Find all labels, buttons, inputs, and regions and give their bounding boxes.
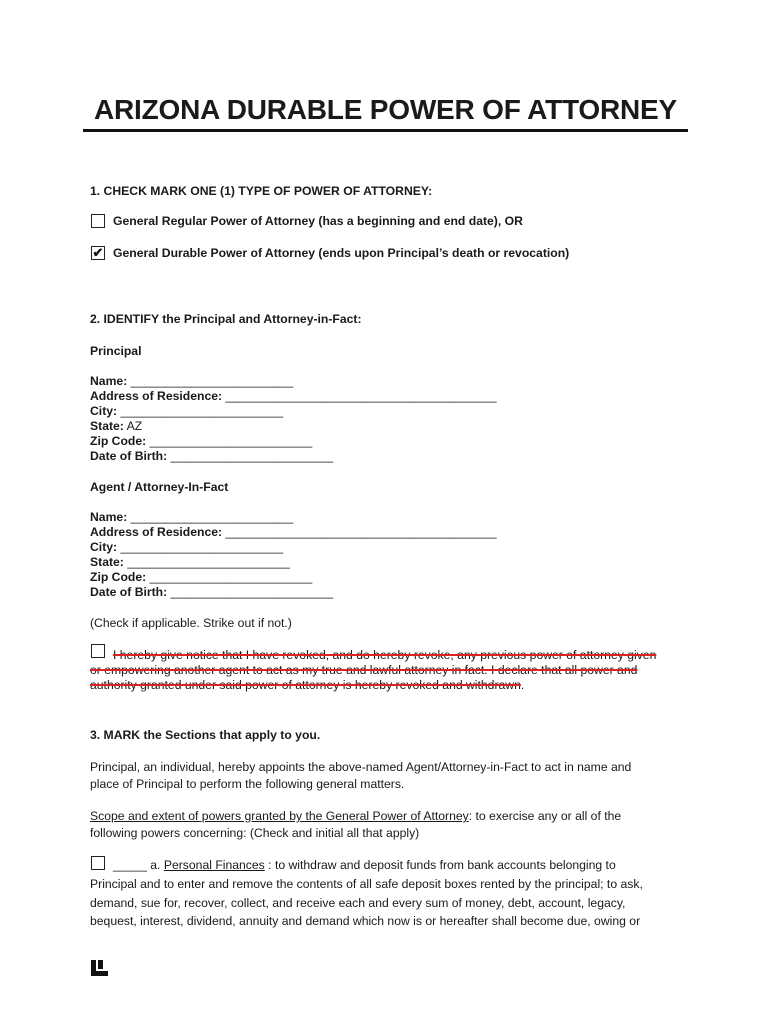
revocation-line-1 — [113, 648, 656, 663]
principal-city-field[interactable] — [90, 404, 283, 419]
personal-finances-title: Personal Finances — [163, 858, 265, 872]
field-value: ________________________ — [167, 449, 334, 463]
field-label: City: — [90, 404, 118, 418]
field-label: Zip Code: — [90, 434, 147, 448]
field-label: Zip Code: — [90, 570, 147, 584]
intro-line-1: Principal, an individual, hereby appoints the above-named Agent/Attorney-in-Fact to act in name and — [90, 760, 632, 774]
intro-line-2: place of Principal to perform the following general matters. — [90, 777, 405, 791]
revocation-line-2 — [90, 663, 637, 678]
principal-heading: Principal — [90, 344, 142, 358]
title-underline — [83, 129, 688, 132]
initial-blank[interactable]: _____ — [113, 858, 147, 872]
field-label: State: — [90, 555, 124, 569]
field-label: Name: — [90, 510, 128, 524]
personal-finances-line-4: bequest, interest, dividend, annuity and demand which now is or hereafter shall become due, owing or — [90, 914, 641, 928]
scope-heading-link: Scope and extent of powers granted by the General Power of Attorney — [90, 809, 469, 823]
field-label: Address of Residence: — [90, 525, 223, 539]
document-title: ARIZONA DURABLE POWER OF ATTORNEY — [94, 94, 677, 125]
revocation-period: . — [520, 678, 525, 692]
field-label: Date of Birth: — [90, 449, 168, 463]
scope-line-1 — [90, 809, 621, 824]
field-value: ________________________ — [127, 374, 294, 388]
regular-poa-label: General Regular Power of Attorney (has a beginning and end date), OR — [113, 214, 523, 228]
item-letter: a. — [146, 858, 164, 872]
agent-address-field[interactable] — [90, 525, 497, 540]
field-value: ________________________ — [123, 555, 290, 569]
section3-heading: 3. MARK the Sections that apply to you. — [90, 728, 321, 742]
field-value: ________________________ — [167, 585, 334, 599]
personal-finances-line-3: demand, sue for, recover, collect, and receive each and every sum of money, debt, account, legacy, — [90, 896, 626, 910]
field-value: ________________________ — [146, 434, 313, 448]
agent-heading: Agent / Attorney-In-Fact — [90, 480, 229, 494]
agent-dob-field[interactable] — [90, 585, 333, 600]
field-value: ________________________ — [117, 540, 284, 554]
principal-state-field[interactable] — [90, 419, 142, 434]
field-label: Name: — [90, 374, 128, 388]
field-label: Address of Residence: — [90, 389, 223, 403]
field-value: ________________________ — [146, 570, 313, 584]
field-value: ________________________ — [127, 510, 294, 524]
personal-finances-line-2: Principal and to enter and remove the contents of all safe deposit boxes rented by the principal; to ask, — [90, 877, 643, 891]
agent-name-field[interactable] — [90, 510, 293, 525]
field-value: ________________________ — [117, 404, 284, 418]
durable-poa-label: General Durable Power of Attorney (ends upon Principal’s death or revocation) — [113, 246, 570, 260]
regular-poa-checkbox[interactable] — [91, 214, 105, 228]
field-value: ________________________________________ — [222, 525, 497, 539]
revocation-text: I hereby give notice that I have revoked, and do hereby revoke, any previous power of attorney given — [113, 648, 657, 662]
revocation-text: authority granted under said power of attorney is hereby revoked and withdrawn — [90, 678, 521, 692]
agent-zip-field[interactable] — [90, 570, 312, 585]
section2-heading: 2. IDENTIFY the Principal and Attorney-in-Fact: — [90, 312, 362, 326]
revocation-line-3 — [90, 678, 524, 693]
field-label: City: — [90, 540, 118, 554]
section1-heading: 1. CHECK MARK ONE (1) TYPE OF POWER OF ATTORNEY: — [90, 184, 433, 198]
personal-finances-line-1 — [113, 858, 616, 873]
check-applicable-note: (Check if applicable. Strike out if not.) — [90, 616, 292, 630]
revocation-text: or empowering another agent to act as my true and lawful attorney in fact. I declare that all power and — [90, 663, 638, 677]
agent-state-field[interactable] — [90, 555, 290, 570]
scope-line-2: following powers concerning: (Check and initial all that apply) — [90, 826, 420, 840]
durable-poa-checkbox[interactable]: ✔ — [92, 245, 104, 260]
principal-zip-field[interactable] — [90, 434, 312, 449]
agent-city-field[interactable] — [90, 540, 283, 555]
field-value: ________________________________________ — [222, 389, 497, 403]
scope-text: : to exercise any or all of the — [468, 809, 622, 823]
personal-finances-checkbox[interactable] — [91, 856, 105, 870]
field-label: State: — [90, 419, 124, 433]
principal-name-field[interactable] — [90, 374, 293, 389]
brand-logo-icon — [91, 960, 108, 976]
revocation-checkbox[interactable] — [91, 644, 105, 658]
field-label: Date of Birth: — [90, 585, 168, 599]
principal-dob-field[interactable] — [90, 449, 333, 464]
item-text: : to withdraw and deposit funds from bank accounts belonging to — [264, 858, 616, 872]
field-value: AZ — [123, 419, 143, 433]
principal-address-field[interactable] — [90, 389, 497, 404]
